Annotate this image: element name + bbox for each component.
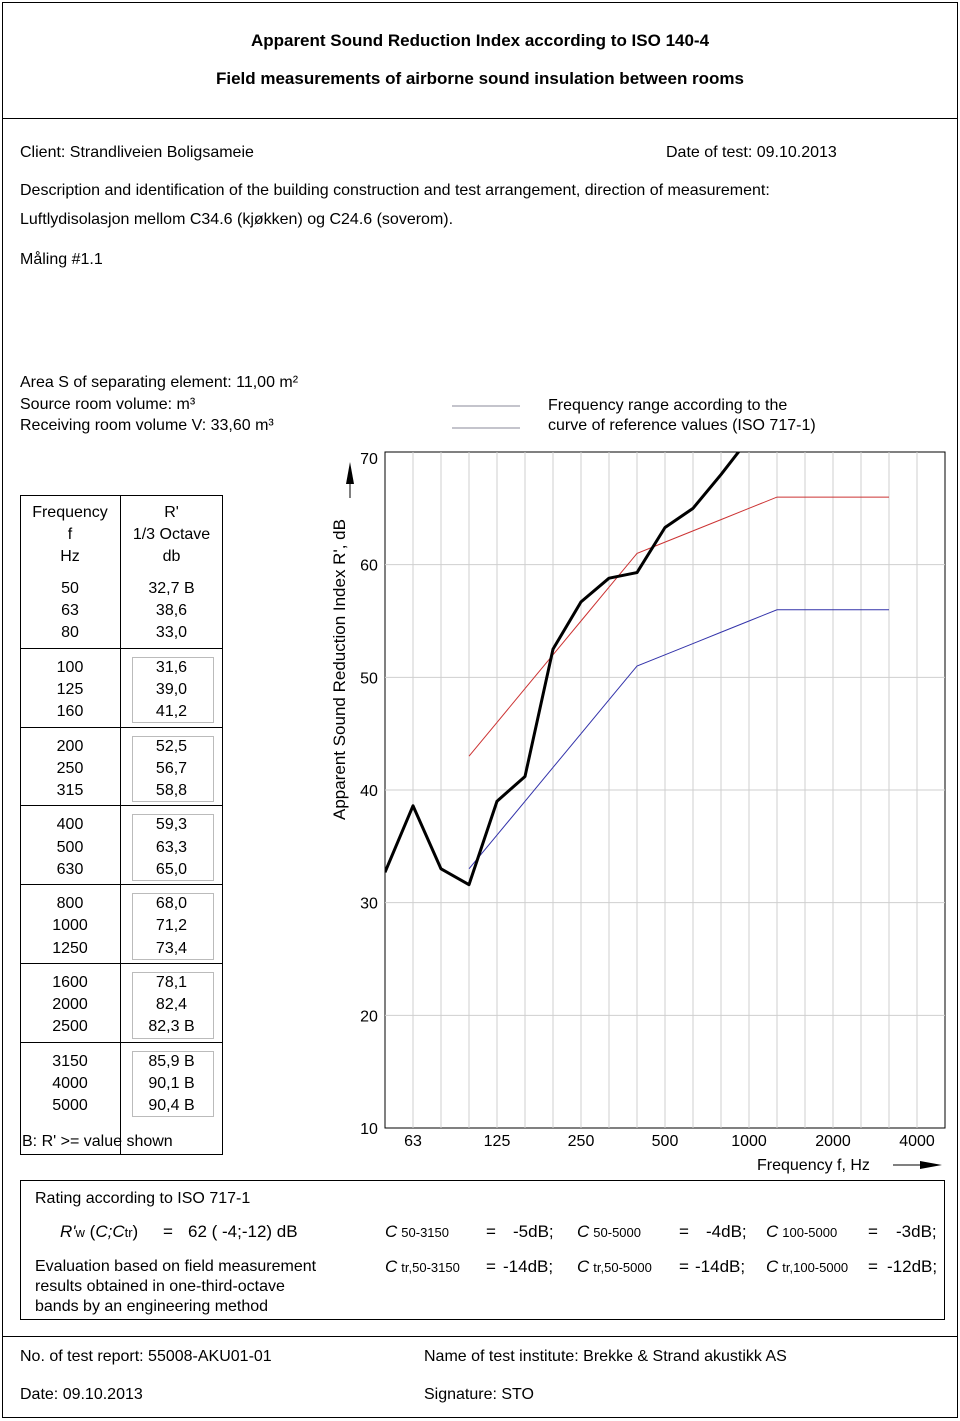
c-term-symbol: C	[766, 1257, 779, 1276]
x-tick-label: 63	[404, 1133, 422, 1150]
r-cell: 85,9 B	[148, 1052, 195, 1070]
freq-cell: 100	[56, 658, 84, 676]
rw-c-terms: C;C	[95, 1222, 125, 1241]
rw-equals: =	[163, 1222, 173, 1241]
y-tick-label: 20	[360, 1008, 378, 1026]
legend-text-1: Frequency range according to the	[548, 397, 788, 414]
r-cell: 71,2	[155, 917, 188, 935]
c-term	[766, 1222, 837, 1242]
test-institute: Name of test institute: Brekke & Strand akustikk AS	[424, 1348, 787, 1365]
c-term-equals: =	[486, 1222, 496, 1241]
c-term-subscript: 100-5000	[782, 1225, 838, 1240]
freq-cell: 630	[56, 860, 84, 878]
r-header-line: 1/3 Octave	[132, 526, 211, 543]
evaluation-line: bands by an engineering method	[35, 1298, 269, 1315]
area-separating-element: Area S of separating element: 11,00 m²	[20, 374, 299, 391]
c-term-value: -5dB;	[513, 1222, 554, 1241]
c-term	[577, 1257, 652, 1277]
c-term-symbol: C	[766, 1222, 779, 1241]
r-header-line: db	[162, 548, 181, 565]
rw-formula	[60, 1222, 138, 1242]
freq-cell: 50	[61, 580, 79, 597]
c-term-symbol: C	[385, 1222, 398, 1241]
r-cell: 68,0	[155, 895, 188, 913]
r-cell: 33,0	[155, 624, 188, 642]
rw-paren-close: )	[132, 1222, 139, 1241]
r-cell: 63,3	[155, 838, 188, 856]
c-term-value: -14dB;	[503, 1257, 554, 1276]
r-cell: 73,4	[155, 939, 188, 957]
y-axis-label: Apparent Sound Reduction Index R', dB	[330, 519, 349, 820]
rw-symbol: R'	[60, 1222, 76, 1241]
r-header-line: R'	[164, 504, 179, 521]
r-cell: 59,3	[155, 816, 188, 834]
y-tick-label: 50	[360, 670, 378, 688]
rating-title: Rating according to ISO 717-1	[35, 1190, 251, 1207]
measurement-id: Måling #1.1	[20, 251, 103, 268]
rw-tr-subscript: tr	[124, 1225, 133, 1240]
legend-text-2: curve of reference values (ISO 717-1)	[548, 417, 816, 434]
c-term-equals: =	[679, 1222, 689, 1241]
client: Client: Strandliveien Boligsameie	[20, 144, 254, 161]
freq-cell: 125	[56, 681, 84, 698]
freq-cell: 315	[56, 782, 84, 799]
freq-cell: 2000	[52, 996, 88, 1014]
c-term-subscript: tr,50-5000	[593, 1260, 652, 1275]
r-cell: 82,3 B	[148, 1018, 195, 1036]
y-tick-label: 70	[360, 451, 378, 468]
evaluation-text	[35, 1257, 316, 1317]
freq-cell: 1000	[52, 917, 88, 935]
x-axis-arrow-head	[920, 1161, 942, 1169]
receiving-room-volume: Receiving room volume V: 33,60 m³	[20, 417, 274, 434]
c-term-subscript: 50-3150	[401, 1225, 449, 1240]
c-term-symbol: C	[385, 1257, 398, 1276]
x-tick-label: 125	[483, 1133, 511, 1150]
rw-value: 62 ( -4;-12) dB	[188, 1222, 298, 1241]
r-cell: 78,1	[155, 974, 188, 991]
r-cell: 58,8	[155, 782, 188, 799]
y-tick-label: 60	[360, 557, 378, 575]
c-term-equals: =	[679, 1257, 689, 1276]
r-cell: 82,4	[155, 996, 188, 1014]
c-term-value: -4dB;	[706, 1222, 747, 1241]
freq-cell: 500	[56, 838, 84, 856]
c-term-value: -3dB;	[896, 1222, 937, 1241]
description-value: Luftlydisolasjon mellom C34.6 (kjøkken) og C24.6 (soverom).	[20, 211, 454, 228]
description-label: Description and identification of the building construction and test arrangement, direction of measurement:	[20, 182, 770, 199]
x-tick-label: 4000	[899, 1133, 935, 1150]
r-cell: 56,7	[155, 759, 188, 777]
c-term-equals: =	[486, 1257, 496, 1276]
x-tick-label: 500	[651, 1133, 679, 1150]
report-title: Apparent Sound Reduction Index according to ISO 140-4	[250, 31, 710, 50]
c-term-equals: =	[868, 1222, 878, 1241]
c-term-symbol: C	[577, 1257, 590, 1276]
x-tick-label: 2000	[815, 1133, 851, 1150]
freq-cell: 63	[61, 602, 79, 620]
rw-subscript: w	[75, 1225, 85, 1240]
freq-cell: 250	[56, 759, 84, 777]
c-term-subscript: tr,50-3150	[401, 1260, 460, 1275]
report-number: No. of test report: 55008-AKU01-01	[20, 1348, 272, 1365]
y-axis-arrow-head	[346, 462, 354, 484]
signature: Signature: STO	[424, 1386, 534, 1403]
x-tick-label: 1000	[731, 1133, 767, 1150]
freq-header-line: Frequency	[32, 504, 108, 521]
freq-cell: 200	[56, 737, 84, 755]
source-room-volume: Source room volume: m³	[20, 396, 196, 413]
c-term-subscript: tr,100-5000	[782, 1260, 849, 1275]
c-term-equals: =	[868, 1257, 878, 1276]
freq-cell: 400	[56, 816, 84, 834]
y-tick-label: 40	[360, 783, 378, 800]
freq-cell: 1250	[52, 939, 88, 957]
date-of-test: Date of test: 09.10.2013	[666, 144, 837, 161]
freq-cell: 5000	[52, 1097, 88, 1115]
r-cell: 38,6	[155, 602, 188, 620]
c-term-symbol: C	[577, 1222, 590, 1241]
r-cell: 90,4 B	[148, 1097, 195, 1115]
evaluation-line: Evaluation based on field measurement	[35, 1258, 317, 1275]
freq-cell: 800	[56, 895, 84, 913]
r-cell: 39,0	[155, 681, 188, 698]
r-cell: 90,1 B	[148, 1075, 195, 1092]
c-term-value: -14dB;	[695, 1257, 746, 1276]
c-term-subscript: 50-5000	[593, 1225, 641, 1240]
footer-date: Date: 09.10.2013	[20, 1386, 143, 1403]
y-tick-label: 10	[360, 1121, 378, 1138]
r-cell: 41,2	[155, 703, 188, 721]
r-cell: 65,0	[155, 860, 188, 878]
freq-cell: 160	[56, 703, 84, 721]
freq-cell: 3150	[52, 1052, 88, 1070]
c-term	[766, 1257, 848, 1277]
r-cell: 31,6	[155, 658, 188, 676]
freq-cell: 4000	[52, 1075, 88, 1092]
rw-paren-open: (	[84, 1222, 96, 1241]
report-subtitle: Field measurements of airborne sound insulation between rooms	[215, 69, 745, 88]
c-term-value: -12dB;	[887, 1257, 938, 1276]
evaluation-line: results obtained in one-third-octave	[35, 1278, 285, 1295]
x-axis-label: Frequency f, Hz	[757, 1157, 870, 1174]
freq-cell: 80	[61, 624, 79, 642]
y-tick-label: 30	[360, 895, 378, 913]
table-note: B: R' >= value shown	[22, 1133, 173, 1150]
freq-cell: 1600	[52, 974, 88, 991]
c-term	[577, 1222, 641, 1242]
c-term	[385, 1222, 449, 1242]
freq-header-line: f	[67, 526, 73, 543]
r-cell: 52,5	[155, 737, 188, 755]
r-cell: 32,7 B	[148, 580, 195, 597]
freq-cell: 2500	[52, 1018, 88, 1036]
freq-header-line: Hz	[60, 548, 80, 565]
x-tick-label: 250	[567, 1133, 595, 1150]
reference-curve-red	[469, 497, 889, 756]
c-term	[385, 1257, 460, 1277]
